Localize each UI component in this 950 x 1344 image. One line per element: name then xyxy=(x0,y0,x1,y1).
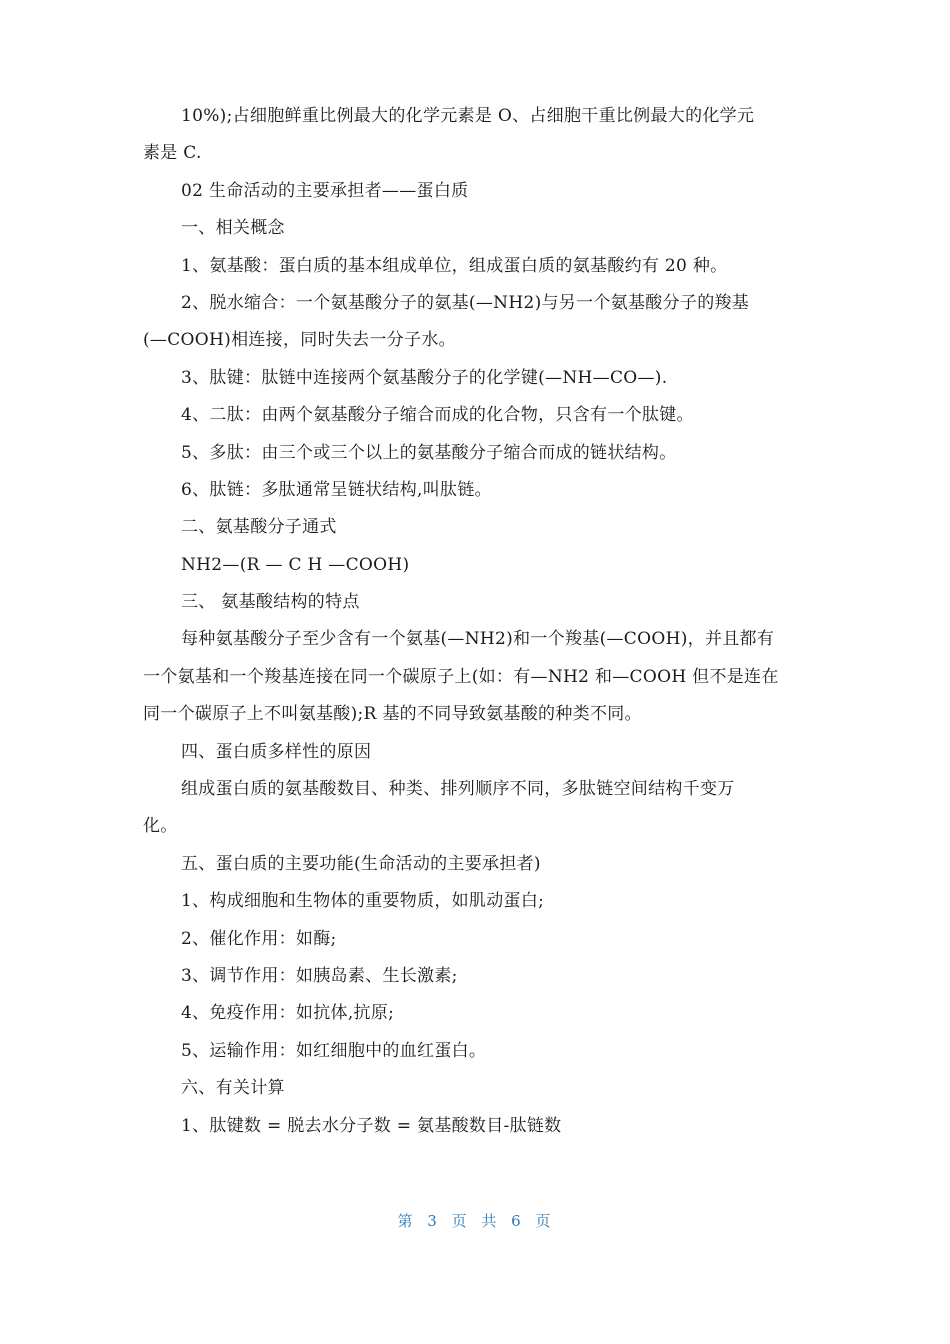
text-line: 素是 C. xyxy=(143,143,202,164)
text-line: 5、运输作用：如红细胞中的血红蛋白。 xyxy=(181,1040,487,1061)
text-line: 3、肽键：肽链中连接两个氨基酸分子的化学键(—NH—CO—). xyxy=(181,367,668,388)
document-body xyxy=(143,98,808,1145)
text-line: 4、二肽：由两个氨基酸分子缩合而成的化合物，只含有一个肽键。 xyxy=(181,405,694,426)
text-line: 2、脱水缩合：一个氨基酸分子的氨基(—NH2)与另一个氨基酸分子的羧基 xyxy=(181,292,750,313)
text-line: 2、催化作用：如酶; xyxy=(181,928,337,949)
text-line: 组成蛋白质的氨基酸数目、种类、排列顺序不同，多肽链空间结构千变万 xyxy=(181,779,735,800)
text-line: 02 生命活动的主要承担者——蛋白质 xyxy=(181,180,469,201)
text-line: 4、免疫作用：如抗体,抗原; xyxy=(181,1003,395,1024)
text-line: 同一个碳原子上不叫氨基酸);R 基的不同导致氨基酸的种类不同。 xyxy=(143,704,642,725)
text-line: 四、蛋白质多样性的原因 xyxy=(181,741,372,762)
text-line: 六、有关计算 xyxy=(181,1078,285,1099)
text-line: 二、氨基酸分子通式 xyxy=(181,517,337,538)
text-line: 3、调节作用：如胰岛素、生长激素; xyxy=(181,965,458,986)
text-line: NH2—(R — C H —COOH) xyxy=(181,554,410,575)
text-line: 一个氨基和一个羧基连接在同一个碳原子上(如：有—NH2 和—COOH 但不是连在 xyxy=(143,666,779,687)
text-line: 1、氨基酸：蛋白质的基本组成单位，组成蛋白质的氨基酸约有 20 种。 xyxy=(181,255,728,276)
text-line: 化。 xyxy=(143,816,178,837)
text-line: 三、 氨基酸结构的特点 xyxy=(181,592,360,613)
text-line: 6、肽链：多肽通常呈链状结构,叫肽链。 xyxy=(181,479,492,500)
text-line: 每种氨基酸分子至少含有一个氨基(—NH2)和一个羧基(—COOH)，并且都有 xyxy=(181,629,775,650)
page-number-footer: 第 3 页 共 6 页 xyxy=(397,1212,553,1230)
text-line: 1、肽键数 = 脱去水分子数 = 氨基酸数目-肽链数 xyxy=(181,1115,562,1136)
text-line: 五、蛋白质的主要功能(生命活动的主要承担者) xyxy=(181,853,541,874)
text-line: 一、相关概念 xyxy=(181,218,285,239)
text-line: 10%);占细胞鲜重比例最大的化学元素是 O、占细胞干重比例最大的化学元 xyxy=(181,106,755,126)
text-line: 1、构成细胞和生物体的重要物质，如肌动蛋白; xyxy=(181,891,545,912)
text-line: (—COOH)相连接，同时失去一分子水。 xyxy=(143,330,456,351)
text-line: 5、多肽：由三个或三个以上的氨基酸分子缩合而成的链状结构。 xyxy=(181,442,677,463)
